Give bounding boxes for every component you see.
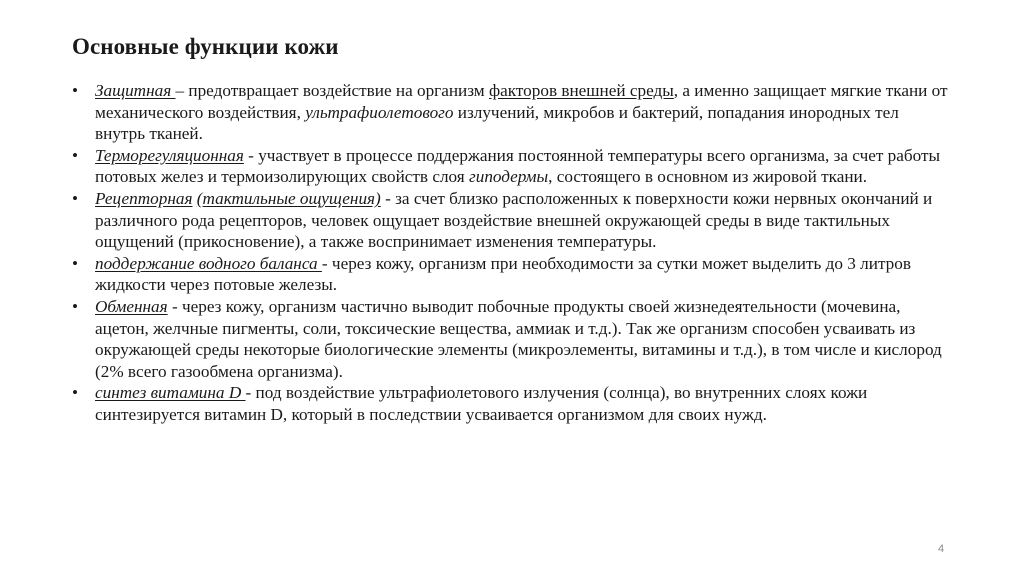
item-text: - за счет близко расположенных к поверхности кожи нервных окончаний и различного рода рецепторов, человек ощущает воздействие внешней окружающей среды в виде тактильных ощущений (прикосновение), а также воспринимает изменения температуры. xyxy=(95,188,933,252)
term-receptor: Рецепторная xyxy=(95,188,193,208)
term-thermoregulation: Терморегуляционная xyxy=(95,145,244,165)
list-item-thermoregulation xyxy=(72,145,952,188)
item-text: , а именно защищает мягкие ткани от механического воздействия, xyxy=(95,81,948,122)
list-item-vitamin-d xyxy=(72,382,952,425)
list-item-metabolic xyxy=(72,296,952,382)
bullet-icon: • xyxy=(72,296,79,316)
item-emphasis: (тактильные ощущения) xyxy=(196,188,381,208)
term-metabolic: Обменная xyxy=(95,296,168,316)
term-protective: Защитная xyxy=(95,81,176,100)
term-vitamin-d: синтез витамина D xyxy=(95,383,246,403)
list-item-receptor xyxy=(72,188,952,253)
bullet-icon: • xyxy=(72,81,79,100)
list-item-water-balance xyxy=(72,253,952,296)
bullet-icon: • xyxy=(72,145,79,165)
term-water-balance: поддержание водного баланса xyxy=(95,253,322,273)
item-text: - под воздействие ультрафиолетового излучения (солнца), во внутренних слоях кожи синтезируется витамин D, который в последствии усваивается организмом для своих нужд. xyxy=(95,383,868,424)
bullet-icon: • xyxy=(72,383,79,403)
page-number: 4 xyxy=(938,543,945,555)
slide-title: Основные функции кожи xyxy=(72,34,339,59)
bullet-icon: • xyxy=(72,188,79,208)
item-text: - через кожу, организм частично выводит побочные продукты своей жизнедеятельности (мочевина, ацетон, желчные пигменты, соли, токсические вещества, аммиак и т.д.). Так же организм способен усваивать из окружающей среды некоторые биологические элементы (микроэлементы, витамины и т.д.), в том числе и кислород (2% всего газообмена организма). xyxy=(95,296,942,381)
list-item-protective xyxy=(72,80,952,145)
item-text: , состоящего в основном из жировой ткани. xyxy=(548,167,868,187)
item-text: – предотвращает воздействие на организм xyxy=(175,81,489,100)
bullet-icon: • xyxy=(72,253,79,273)
item-text: излучений, микробов и бактерий, попадания инородных тел внутрь тканей. xyxy=(95,102,899,144)
link-external-factors[interactable]: факторов внешней среды xyxy=(488,81,674,100)
function-list xyxy=(72,80,952,426)
item-text: - участвует в процессе поддержания постоянной температуры всего организма, за счет работы потовых желез и термоизолирующих свойств слоя xyxy=(95,145,941,187)
item-emphasis: гиподермы xyxy=(469,167,549,187)
item-emphasis: ультрафиолетового xyxy=(305,102,454,122)
item-text: - через кожу, организм при необходимости за сутки может выделить до 3 литров жидкости через потовые железы. xyxy=(95,253,911,295)
